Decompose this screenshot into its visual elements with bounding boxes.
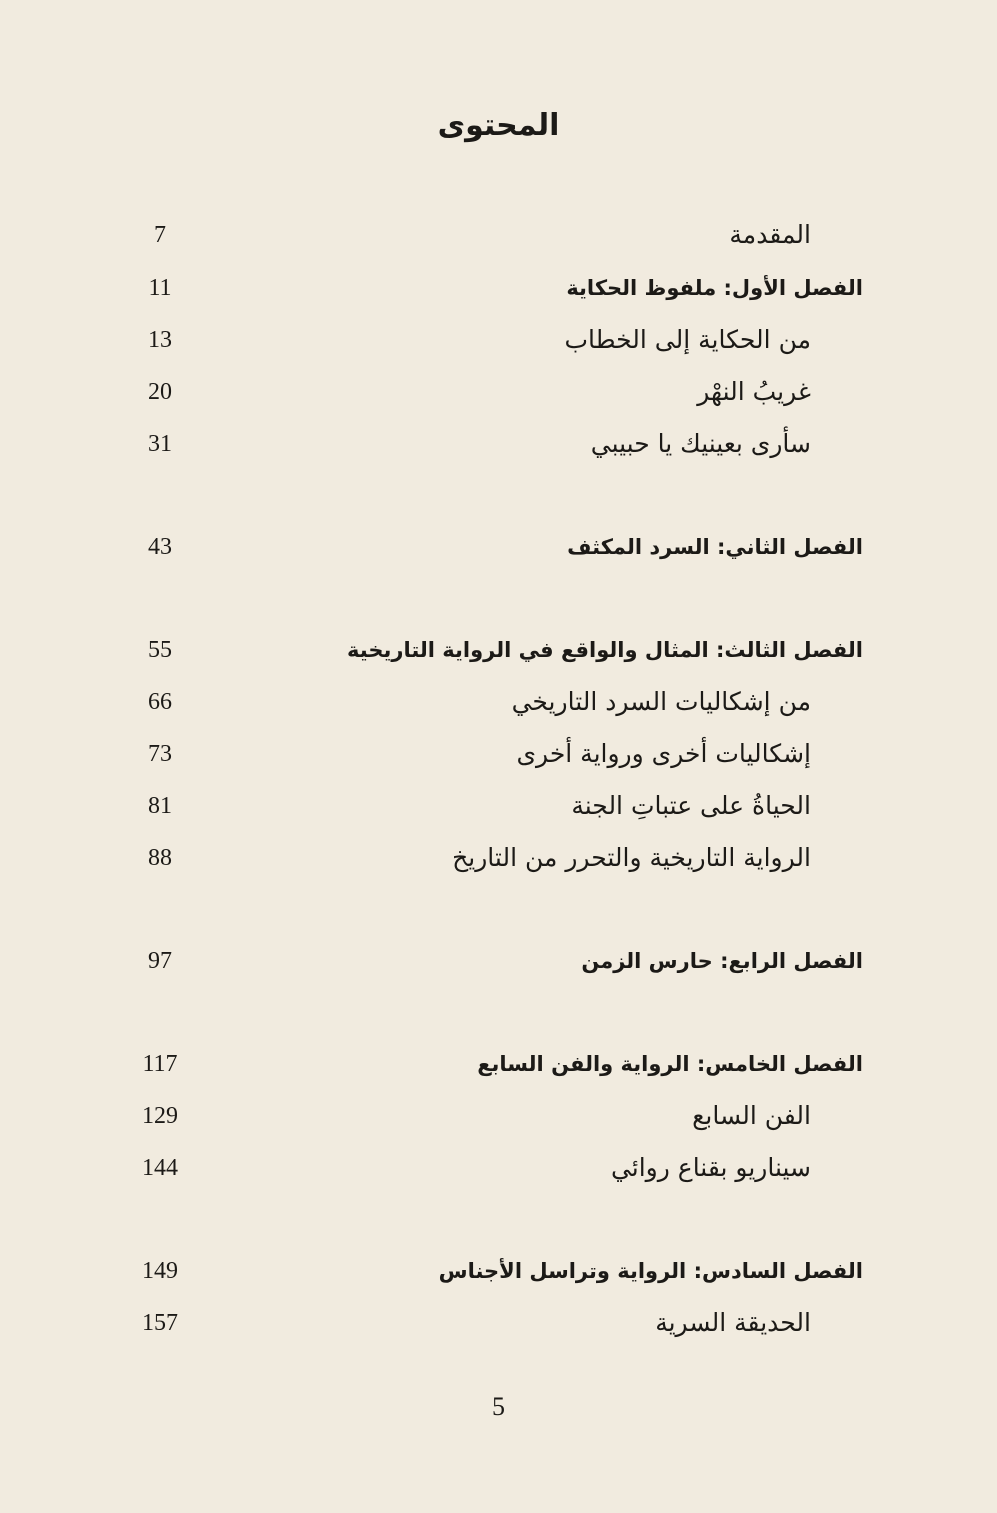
toc-page-number: 43	[148, 534, 172, 560]
section-title: إشكاليات أخرى ورواية أخرى	[516, 739, 811, 768]
toc-section-row	[0, 215, 997, 255]
toc-section-row	[0, 734, 997, 774]
toc-page-number: 117	[142, 1051, 178, 1077]
toc-page-number: 20	[148, 379, 172, 405]
chapter-title: الفصل السادس: الرواية وتراسل الأجناس	[438, 1259, 863, 1283]
toc-section-row	[0, 1148, 997, 1188]
toc-chapter-row	[0, 1044, 997, 1084]
toc-section-row	[0, 372, 997, 412]
toc-chapter-row	[0, 941, 997, 981]
section-title: من الحكاية إلى الخطاب	[564, 325, 811, 354]
toc-page-number: 11	[148, 275, 172, 301]
toc-page-number: 55	[148, 637, 172, 663]
chapter-title: الفصل الرابع: حارس الزمن	[581, 949, 863, 973]
chapter-title: الفصل الثالث: المثال والواقع في الرواية التاريخية	[347, 638, 863, 662]
toc-chapter-row	[0, 268, 997, 308]
section-title: الحديقة السرية	[655, 1308, 811, 1337]
toc-section-row	[0, 1303, 997, 1343]
toc-page-number: 129	[142, 1103, 178, 1129]
toc-section-row	[0, 320, 997, 360]
section-title: غريبُ النهْر	[697, 377, 811, 406]
toc-page-number: 73	[148, 741, 172, 767]
toc-section-row	[0, 838, 997, 878]
section-title: الفن السابع	[692, 1101, 811, 1130]
toc-chapter-row	[0, 527, 997, 567]
toc-page-number: 7	[154, 222, 166, 248]
toc-page-number: 149	[142, 1258, 178, 1284]
toc-page-number: 157	[142, 1310, 178, 1336]
section-title: سأرى بعينيك يا حبيبي	[590, 429, 811, 458]
toc-section-row	[0, 424, 997, 464]
toc-page-number: 144	[142, 1155, 178, 1181]
page-number: 5	[492, 1392, 505, 1421]
toc-section-row	[0, 786, 997, 826]
toc-page-number: 97	[148, 948, 172, 974]
page-title: المحتوى	[437, 108, 560, 143]
section-title: سيناريو بقناع روائي	[610, 1153, 811, 1182]
toc-page-number: 88	[148, 845, 172, 871]
toc-page-number: 13	[148, 327, 172, 353]
chapter-title: الفصل الثاني: السرد المكثف	[567, 535, 863, 559]
toc-chapter-row	[0, 1251, 997, 1291]
toc-chapter-row	[0, 630, 997, 670]
section-title: المقدمة	[729, 220, 811, 249]
toc-section-row	[0, 682, 997, 722]
section-title: من إشكاليات السرد التاريخي	[511, 687, 811, 716]
chapter-title: الفصل الخامس: الرواية والفن السابع	[477, 1052, 863, 1076]
toc-section-row	[0, 1096, 997, 1136]
toc-page-number: 81	[148, 793, 172, 819]
toc-page-number: 66	[148, 689, 172, 715]
section-title: الحياةُ على عتباتِ الجنة	[571, 791, 811, 820]
toc-page-number: 31	[148, 431, 172, 457]
chapter-title: الفصل الأول: ملفوظ الحكاية	[566, 276, 863, 300]
section-title: الرواية التاريخية والتحرر من التاريخ	[452, 843, 811, 872]
